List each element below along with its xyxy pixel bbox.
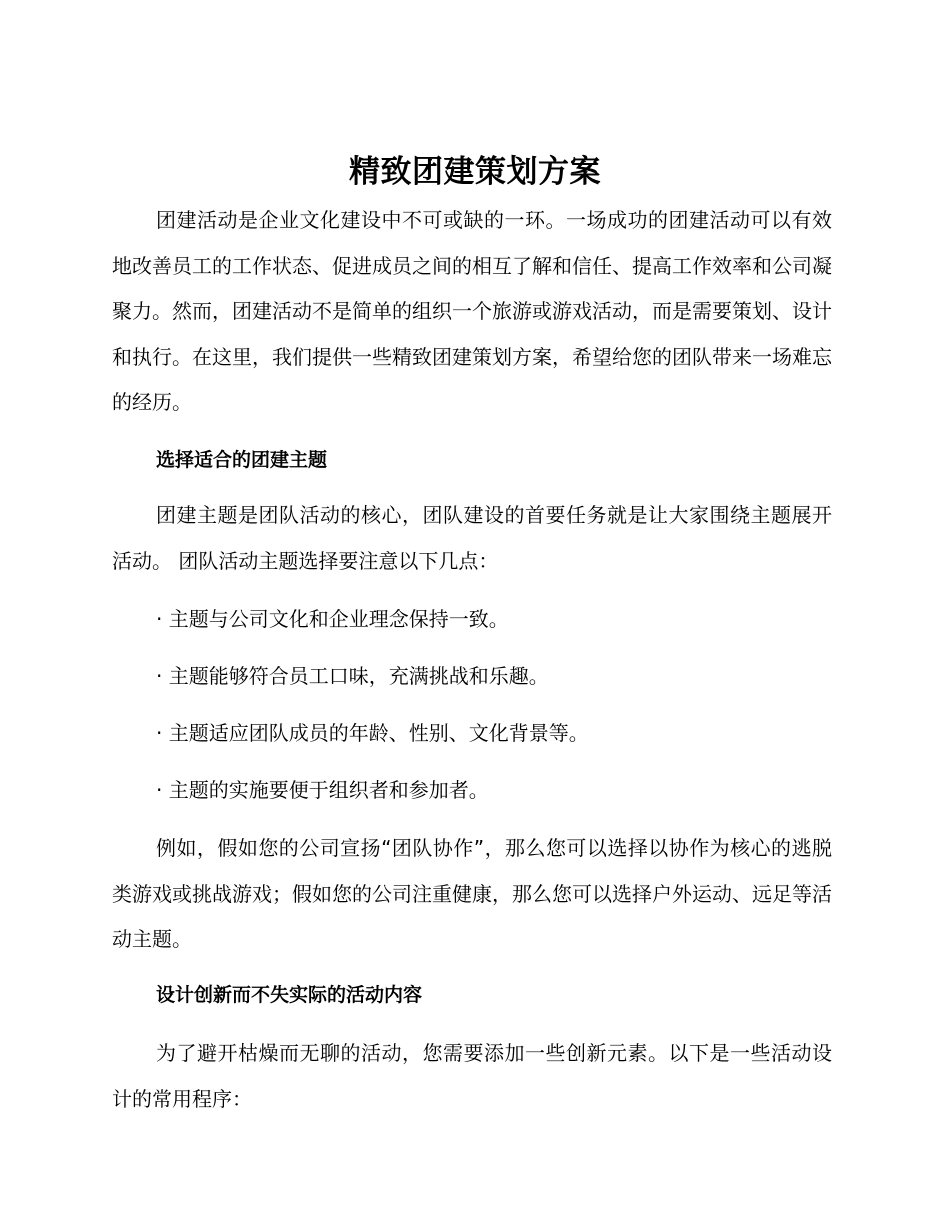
section-heading-activity-design: 设计创新而不失实际的活动内容	[156, 984, 423, 1006]
bullet-item: · 主题适应团队成员的年龄、性别、文化背景等。	[156, 721, 589, 745]
activity-design-paragraph: 为了避开枯燥而无聊的活动，您需要添加一些创新元素。以下是一些活动设计的常用程序：	[112, 1041, 832, 1111]
section-heading-theme: 选择适合的团建主题	[156, 449, 328, 471]
theme-paragraph: 团建主题是团队活动的核心，团队建设的首要任务就是让大家围绕主题展开活动。 团队活动主题选择要注意以下几点：	[112, 503, 832, 573]
document-title: 精致团建策划方案	[349, 154, 601, 190]
bullet-item: · 主题的实施要便于组织者和参加者。	[156, 778, 489, 802]
bullet-item: · 主题与公司文化和企业理念保持一致。	[156, 607, 509, 631]
intro-paragraph: 团建活动是企业文化建设中不可或缺的一环。一场成功的团建活动可以有效地改善员工的工作状态、促进成员之间的相互了解和信任、提高工作效率和公司凝聚力。然而，团建活动不是简单的组织一个旅游或游戏活动，而是需要策划、设计和执行。在这里，我们提供一些精致团建策划方案，希望给您的团队带来一场难忘的经历。	[112, 208, 832, 414]
example-paragraph: 例如，假如您的公司宣扬“团队协作”，那么您可以选择以协作为核心的逃脱类游戏或挑战游戏；假如您的公司注重健康，那么您可以选择户外运动、远足等活动主题。	[112, 836, 832, 951]
bullet-item: · 主题能够符合员工口味，充满挑战和乐趣。	[156, 664, 549, 688]
